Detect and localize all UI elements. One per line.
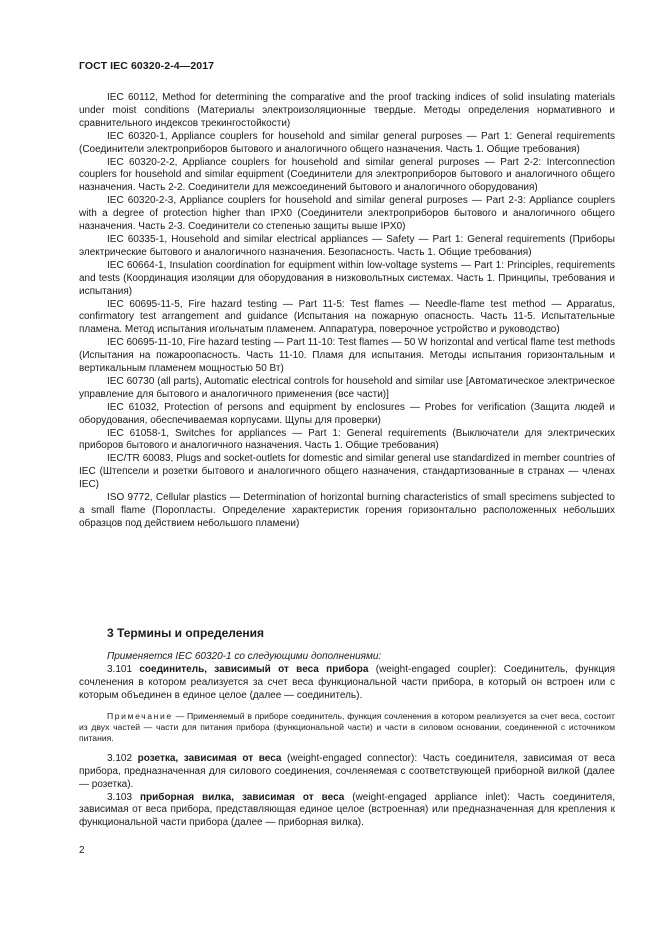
- reference-item: IEC 60730 (all parts), Automatic electrical controls for household and similar use [Автоматическое электрическое управление для бытового и аналогичного применения (все части)]: [79, 375, 615, 400]
- note-label: Примечание: [107, 710, 173, 721]
- reference-item: IEC 60320-2-3, Appliance couplers for household and similar general purposes — Part 2-3: Appliance couplers with a degree of protection higher than IPX0 (Соединители электроприборов бытового и аналогичного общего назначения. Часть 2-3. Соединители со степенью защиты выше IPX0): [79, 195, 615, 233]
- term-definition: (weight-engaged coupler): Соединитель, функция сочленения в котором реализуется за счет веса функциональной части прибора, в который он встроен или с которым объединен в единое целое (далее — соединитель).: [79, 663, 616, 701]
- reference-item: IEC 60335-1, Household and similar electrical appliances — Safety — Part 1: General requirements (Приборы электрические бытового и аналогичного назначения. Безопасность. Часть 1. Общие требования): [79, 233, 615, 258]
- term-definition: (weight-engaged appliance inlet): Часть соединителя, зависимая от веса прибора, представляющая единое целое (встроенная) или предназначенная для крепления к функциональной части прибора (далее — приборная вилка).: [79, 791, 615, 829]
- reference-item: IEC 60695-11-5, Fire hazard testing — Part 11-5: Test flames — Needle-flame test method — Apparatus, confirmatory test arrangement and guidance (Испытания на пожарную опасность. Часть 11-5. Испытательные пламена. Метод испытания игольчатым пламенем. Аппаратура, поверочное устройство и руководство): [79, 298, 615, 336]
- reference-item: IEC 60320-1, Appliance couplers for household and similar general purposes — Part 1: General requirements (Соединители электроприборов бытового и аналогичного общего назначения. Часть 1. Общие требования): [79, 130, 615, 155]
- term-name: приборная вилка, зависимая от веса: [139, 791, 345, 803]
- term-number: 3.102: [107, 752, 133, 764]
- note: [79, 711, 615, 745]
- term-number: 3.101: [107, 663, 133, 675]
- term-definition: (weight-engaged connector): Часть соединителя, зависимая от веса прибора, предназначенная для силового соединения, сочленяемая с соответствующей приборной вилкой (далее — розетка).: [79, 752, 616, 790]
- section-intro: Применяется IEC 60320-1 со следующими дополнениями:: [107, 651, 382, 662]
- section-heading: 3 Термины и определения: [107, 626, 265, 640]
- page-number: 2: [79, 845, 85, 856]
- reference-item: ISO 9772, Cellular plastics — Determination of horizontal burning characteristics of small specimens subjected to a small flame (Поропласты. Определение характеристик горения горизонтально расположенных небольших образцов под действием небольшого пламени): [79, 492, 615, 529]
- reference-item: IEC 60664-1, Insulation coordination for equipment within low-voltage systems — Part 1: Principles, requirements and tests (Координация изоляции для оборудования в низковольтных системах. Часть 1. Принципы, требования и испытания): [79, 259, 615, 297]
- term-number: 3.103: [107, 791, 133, 803]
- normative-references-list: [79, 92, 615, 531]
- term-name: соединитель, зависимый от веса прибора: [139, 663, 369, 675]
- reference-item: IEC 61032, Protection of persons and equipment by enclosures — Probes for verification (Защита людей и оборудования, обеспечиваемая корпусами. Щупы для проверки): [79, 401, 615, 426]
- term-3-102: [79, 753, 615, 792]
- reference-item: IEC 61058-1, Switches for appliances — Part 1: General requirements (Выключатели для электрических приборов бытового и аналогичного назначения. Часть 1. Общие требования): [79, 427, 615, 452]
- term-3-101: [79, 664, 615, 703]
- reference-item: IEC 60112, Method for determining the comparative and the proof tracking indices of solid insulating materials under moist conditions (Материалы электроизоляционные твердые. Методы определения нормативного и сравнительного индексов трекингостойкости): [79, 92, 615, 129]
- reference-item: IEC 60320-2-2, Appliance couplers for household and similar general purposes — Part 2-2: Interconnection couplers for household and similar equipment (Соединители для электроприборов бытового и аналогичного общего назначения. Часть 2-2. Соединители для межсоединений бытового и аналогичного оборудования): [79, 156, 615, 194]
- document-header: ГОСТ IEC 60320-2-4—2017: [79, 60, 215, 72]
- reference-item: IEC 60695-11-10, Fire hazard testing — Part 11-10: Test flames — 50 W horizontal and vertical flame test methods (Испытания на пожароопасность. Часть 11-10. Пламя для испытания. Методы испытания горизонтальным и вертикальным пламенем мощностью 50 Вт): [79, 337, 615, 375]
- term-3-103: [79, 792, 615, 831]
- term-name: розетка, зависимая от веса: [137, 752, 282, 764]
- note-text: — Применяемый в приборе соединитель, функция сочленения в котором реализуется за счет веса, состоит из двух частей — части для питания прибора (функциональной части) и части в силовом основании, соединенной с источником питания.: [79, 710, 615, 744]
- section-terms-definitions: [79, 626, 615, 830]
- reference-item: IEC/TR 60083, Plugs and socket-outlets for domestic and similar general use standardized in member countries of IEC (Штепсели и розетки бытового и аналогичного общего назначения, стандартизованные в странах — членах IEC): [79, 453, 615, 491]
